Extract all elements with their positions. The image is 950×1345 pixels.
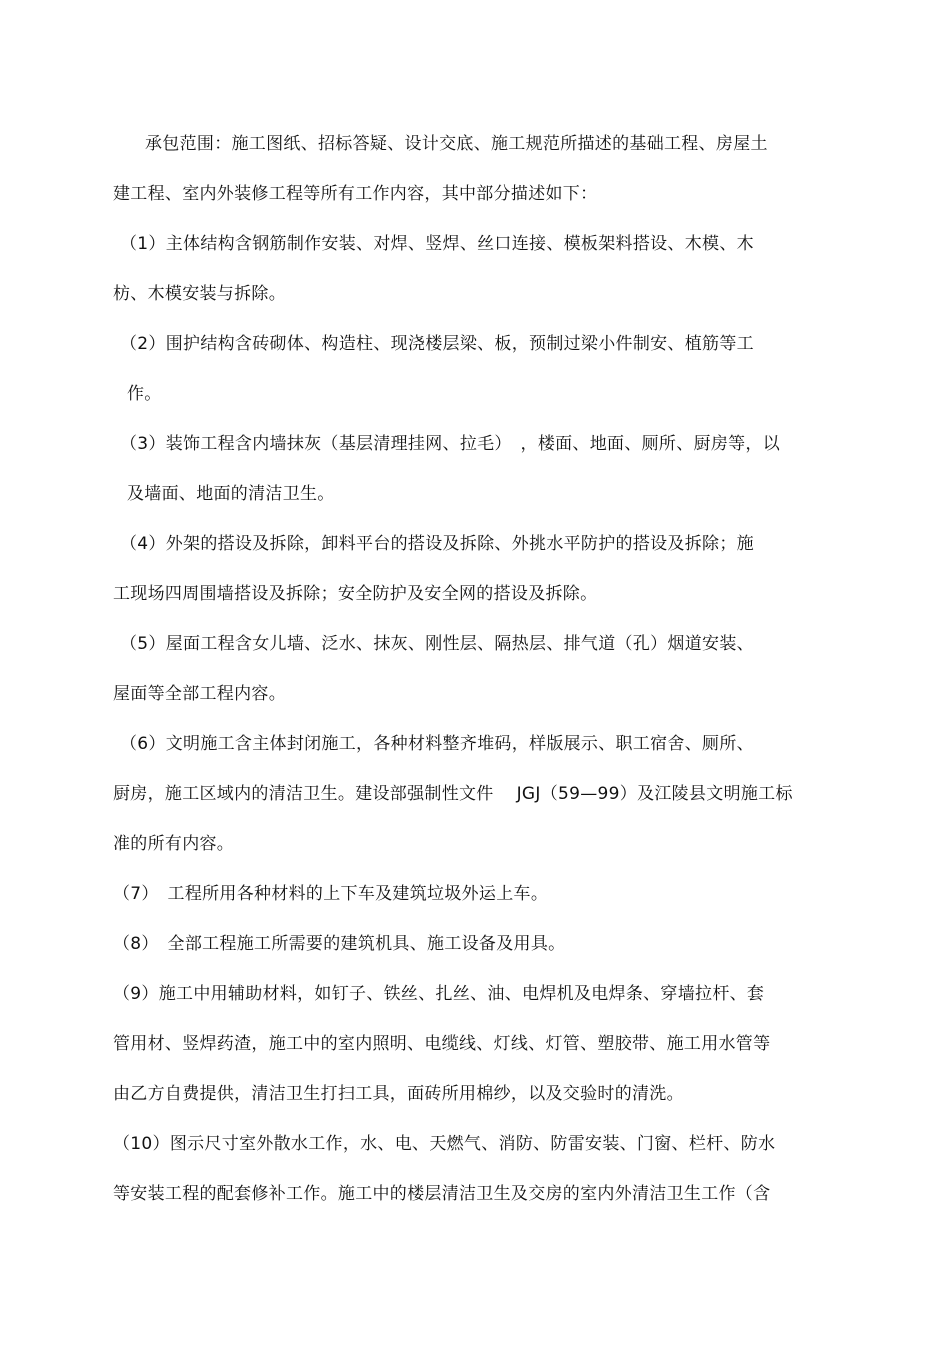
text-line: （10）图示尺寸室外散水工作，水、电、天燃气、消防、防雷安装、门窗、栏杆、防水 — [113, 1134, 776, 1154]
text-line: 屋面等全部工程内容。 — [113, 684, 286, 704]
text-line: 工现场四周围墙搭设及拆除；安全防护及安全网的搭设及拆除。 — [113, 584, 598, 604]
text-line: 等安装工程的配套修补工作。施工中的楼层清洁卫生及交房的室内外清洁卫生工作（含 — [113, 1184, 771, 1204]
text-line: （2）围护结构含砖砌体、构造柱、现浇楼层梁、板，预制过梁小件制安、植筋等工 — [120, 334, 754, 354]
text-line: 作。 — [127, 384, 162, 404]
text-line: （6）文明施工含主体封闭施工，各种材料整齐堆码，样版展示、职工宿舍、厕所、 — [120, 734, 754, 754]
text-line: 由乙方自费提供，清洁卫生打扫工具，面砖所用棉纱，以及交验时的清洗。 — [113, 1084, 684, 1104]
text-line: （3）装饰工程含内墙抹灰（基层清理挂网、拉毛） ，楼面、地面、厕所、厨房等，以 — [120, 434, 781, 454]
text-line: 准的所有内容。 — [113, 834, 235, 854]
text-line: 及墙面、地面的清洁卫生。 — [127, 484, 335, 504]
text-line: 建工程、室内外装修工程等所有工作内容，其中部分描述如下： — [113, 184, 598, 204]
text-line: （7） 工程所用各种材料的上下车及建筑垃圾外运上车。 — [113, 884, 549, 904]
text-line: （5）屋面工程含女儿墙、泛水、抹灰、刚性层、隔热层、排气道（孔）烟道安装、 — [120, 634, 754, 654]
text-line: 厨房，施工区域内的清洁卫生。建设部强制性文件 JGJ（59—99）及江陵县文明施工标 — [113, 784, 793, 804]
text-line: （9）施工中用辅助材料，如钉子、铁丝、扎丝、油、电焊机及电焊条、穿墙拉杆、套 — [113, 984, 765, 1004]
text-line: （4）外架的搭设及拆除，卸料平台的搭设及拆除、外挑水平防护的搭设及拆除；施 — [120, 534, 754, 554]
text-line: （1）主体结构含钢筋制作安装、对焊、竖焊、丝口连接、模板架料搭设、木模、木 — [120, 234, 754, 254]
text-line: （8） 全部工程施工所需要的建筑机具、施工设备及用具。 — [113, 934, 566, 954]
text-line: 管用材、竖焊药渣，施工中的室内照明、电缆线、灯线、灯管、塑胶带、施工用水管等 — [113, 1034, 771, 1054]
text-line: 承包范围：施工图纸、招标答疑、设计交底、施工规范所描述的基础工程、房屋土 — [145, 134, 768, 154]
text-line: 枋、木模安装与拆除。 — [113, 284, 286, 304]
